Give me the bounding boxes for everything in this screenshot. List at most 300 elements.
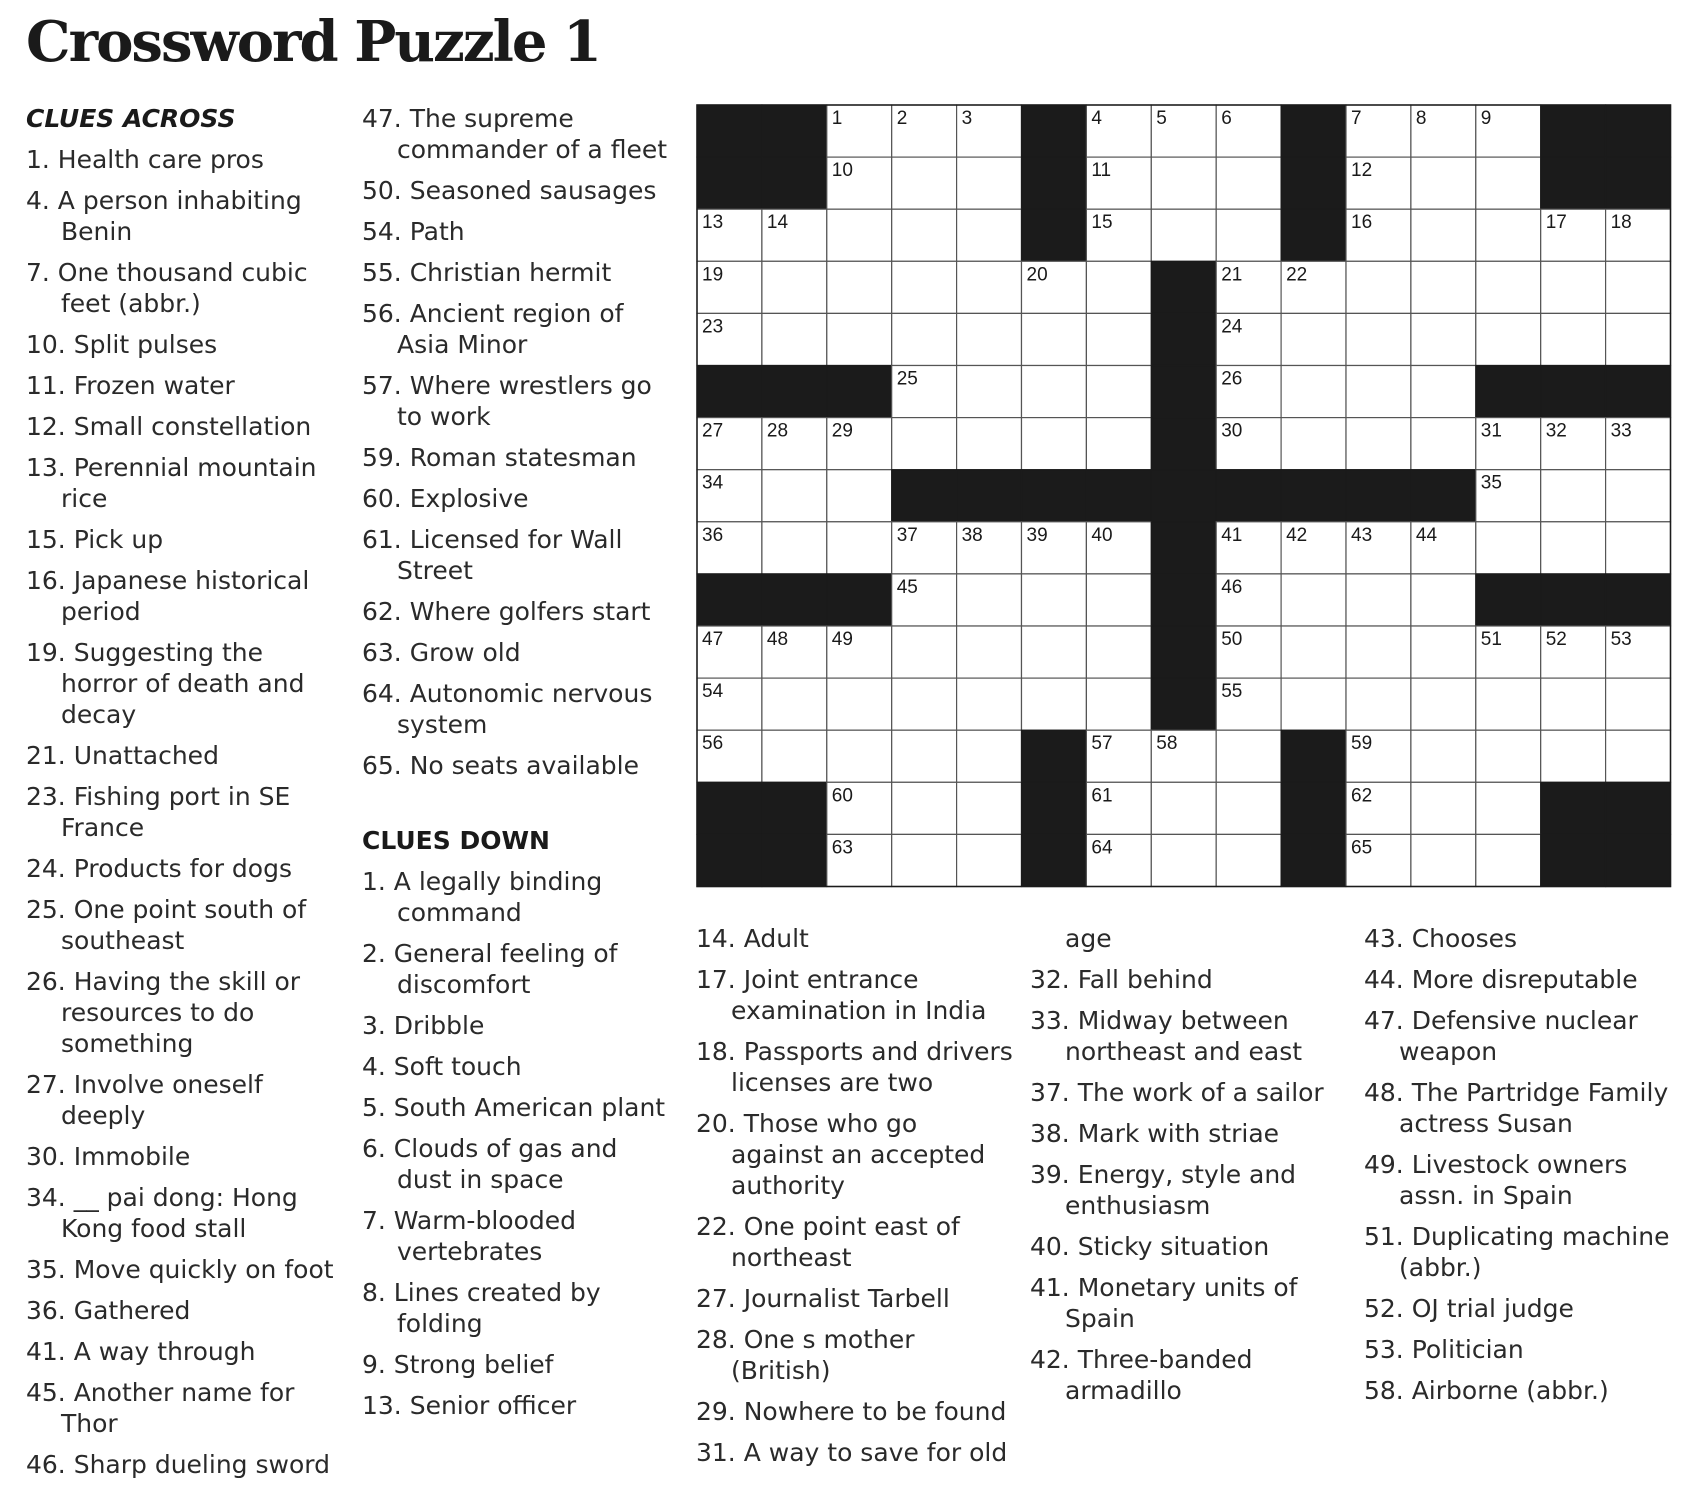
clue-item: 29. Nowhere to be found: [696, 1397, 1007, 1426]
clue-item: 11. Frozen water: [26, 371, 235, 400]
grid-cell[interactable]: [762, 730, 827, 782]
grid-cell[interactable]: [1086, 574, 1151, 626]
clue-item: 54. Path: [362, 217, 465, 246]
clue-item: 28. One s mother (British): [696, 1325, 915, 1385]
grid-block-cell: [1476, 366, 1541, 418]
grid-cell[interactable]: [1022, 313, 1087, 365]
clue-item: 5. South American plant: [362, 1093, 666, 1122]
cell-number: 26: [1221, 368, 1243, 390]
clue-item: 52. OJ trial judge: [1364, 1294, 1574, 1323]
grid-cell[interactable]: [1476, 313, 1541, 365]
grid-cell[interactable]: [1411, 782, 1476, 834]
grid-block-cell: [1151, 418, 1216, 470]
grid-block-cell: [1151, 678, 1216, 730]
cell-number: 42: [1286, 524, 1308, 546]
grid-block-cell: [827, 574, 892, 626]
grid-cell[interactable]: [1541, 313, 1606, 365]
grid-cell[interactable]: [762, 522, 827, 574]
clue-item: 40. Sticky situation: [1030, 1232, 1270, 1261]
cell-number: 34: [702, 472, 724, 494]
cell-number: 65: [1351, 837, 1373, 859]
cell-number: 49: [831, 629, 853, 650]
grid-cell[interactable]: [1411, 209, 1476, 261]
cell-number: 12: [1351, 160, 1373, 182]
grid-cell[interactable]: [892, 678, 957, 730]
grid-cell[interactable]: [1022, 418, 1087, 470]
grid-block-cell: [1476, 574, 1541, 626]
grid-block-cell: [697, 105, 762, 157]
grid-cell[interactable]: [892, 834, 957, 886]
clue-item: 1. Health care pros: [26, 145, 264, 174]
clue-item: 50. Seasoned sausages: [362, 176, 657, 205]
cell-number: 47: [702, 629, 724, 650]
grid-cell[interactable]: [1346, 626, 1411, 678]
grid-cell[interactable]: [1216, 157, 1281, 209]
grid-block-cell: [1281, 782, 1346, 834]
cell-number: 19: [702, 264, 724, 286]
grid-cell[interactable]: [1022, 366, 1087, 418]
clue-item: 13. Perennial mountain rice: [26, 453, 317, 513]
clue-item: 41. Monetary units of Spain: [1030, 1273, 1298, 1333]
grid-cell[interactable]: [1151, 209, 1216, 261]
cell-number: 59: [1351, 733, 1373, 755]
clue-item: 56. Ancient region of Asia Minor: [362, 299, 624, 359]
cell-number: 27: [702, 420, 724, 442]
clue-item: 64. Autonomic nervous system: [362, 679, 653, 739]
cell-number: 8: [1415, 108, 1427, 129]
grid-cell[interactable]: [1281, 418, 1346, 470]
cell-number: 38: [961, 524, 983, 546]
grid-block-cell: [697, 574, 762, 626]
grid-cell[interactable]: [1346, 418, 1411, 470]
grid-cell[interactable]: [1411, 626, 1476, 678]
grid-cell[interactable]: [1411, 418, 1476, 470]
grid-cell[interactable]: [762, 261, 827, 313]
clue-item: 4. A person inhabiting Benin: [26, 186, 302, 246]
cell-number: 40: [1091, 524, 1113, 546]
clues-down-column-5: [1364, 923, 1684, 1416]
clue-item: 51. Duplicating machine (abbr.): [1364, 1222, 1670, 1282]
grid-block-cell: [1606, 782, 1671, 834]
clue-item: 27. Journalist Tarbell: [696, 1284, 950, 1313]
section-gap: [362, 791, 672, 825]
cell-number: 43: [1351, 524, 1373, 546]
grid-cell[interactable]: [892, 209, 957, 261]
clue-item: 61. Licensed for Wall Street: [362, 525, 623, 585]
cell-number: 46: [1221, 576, 1243, 598]
grid-cell[interactable]: [762, 678, 827, 730]
cell-number: 32: [1545, 420, 1567, 442]
grid-block-cell: [1541, 366, 1606, 418]
cell-number: 51: [1480, 629, 1502, 650]
clue-item: 12. Small constellation: [26, 412, 312, 441]
cell-number: 39: [1026, 524, 1048, 546]
grid-cell[interactable]: [827, 313, 892, 365]
grid-cell[interactable]: [892, 261, 957, 313]
grid-block-cell: [1541, 157, 1606, 209]
cell-number: 15: [1091, 212, 1113, 234]
grid-block-cell: [1606, 574, 1671, 626]
clue-item: 3. Dribble: [362, 1011, 485, 1040]
cell-number: 7: [1351, 108, 1362, 129]
grid-block-cell: [697, 782, 762, 834]
clue-item: 20. Those who go against an accepted authority: [696, 1109, 986, 1200]
crossword-grid-canvas[interactable]: [696, 104, 1673, 889]
grid-cell[interactable]: [1606, 678, 1671, 730]
grid-cell[interactable]: [1346, 366, 1411, 418]
grid-cell[interactable]: [1281, 626, 1346, 678]
cell-number: 28: [766, 420, 789, 442]
grid-block-cell: [1606, 834, 1671, 886]
grid-block-cell: [1151, 626, 1216, 678]
grid-block-cell: [1541, 574, 1606, 626]
grid-cell[interactable]: [892, 730, 957, 782]
grid-block-cell: [1151, 366, 1216, 418]
grid-cell[interactable]: [1411, 313, 1476, 365]
grid-block-cell: [1606, 157, 1671, 209]
grid-cell[interactable]: [1216, 730, 1281, 782]
cell-number: 9: [1480, 108, 1492, 129]
grid-block-cell: [762, 366, 827, 418]
grid-cell[interactable]: [957, 626, 1022, 678]
grid-block-cell: [1151, 522, 1216, 574]
clue-item: 59. Roman statesman: [362, 443, 637, 472]
grid-cell[interactable]: [1022, 626, 1087, 678]
clue-item: 62. Where golfers start: [362, 597, 651, 626]
grid-block-cell: [1281, 209, 1346, 261]
grid-cell[interactable]: [957, 418, 1022, 470]
grid-cell[interactable]: [1541, 730, 1606, 782]
grid-cell[interactable]: [762, 313, 827, 365]
cell-number: 13: [702, 212, 724, 234]
clue-item: 38. Mark with striae: [1030, 1119, 1280, 1148]
cell-number: 44: [1415, 524, 1438, 546]
grid-cell[interactable]: [762, 470, 827, 522]
grid-block-cell: [1606, 105, 1671, 157]
grid-block-cell: [1151, 574, 1216, 626]
clue-item: 15. Pick up: [26, 525, 164, 554]
clues-down-heading: CLUES DOWN: [362, 826, 550, 855]
grid-block-cell: [697, 157, 762, 209]
grid-cell[interactable]: [1606, 522, 1671, 574]
grid-cell[interactable]: [1281, 313, 1346, 365]
grid-cell[interactable]: [1346, 678, 1411, 730]
grid-block-cell: [1086, 470, 1151, 522]
grid-block-cell: [1022, 105, 1087, 157]
grid-block-cell: [1281, 105, 1346, 157]
clue-item: 37. The work of a sailor: [1030, 1078, 1324, 1107]
cell-number: 36: [702, 524, 724, 546]
cell-number: 30: [1221, 420, 1243, 442]
grid-cell[interactable]: [1151, 834, 1216, 886]
grid-cell[interactable]: [1216, 209, 1281, 261]
cell-number: 17: [1545, 212, 1567, 234]
grid-block-cell: [957, 470, 1022, 522]
grid-block-cell: [762, 157, 827, 209]
grid-cell[interactable]: [957, 209, 1022, 261]
clue-item: 43. Chooses: [1364, 924, 1518, 953]
grid-block-cell: [1022, 730, 1087, 782]
grid-cell[interactable]: [1086, 626, 1151, 678]
grid-cell[interactable]: [1541, 522, 1606, 574]
clue-item: 47. The supreme commander of a fleet: [362, 104, 668, 164]
clue-item: 13. Senior officer: [362, 1391, 577, 1420]
grid-cell[interactable]: [827, 730, 892, 782]
grid-cell[interactable]: [1281, 366, 1346, 418]
grid-block-cell: [762, 574, 827, 626]
grid-cell[interactable]: [957, 313, 1022, 365]
clue-item: 36. Gathered: [26, 1296, 191, 1325]
grid-cell[interactable]: [1346, 313, 1411, 365]
grid-cell[interactable]: [1411, 366, 1476, 418]
grid-block-cell: [1281, 834, 1346, 886]
grid-cell[interactable]: [957, 157, 1022, 209]
clues-across-column: [26, 103, 346, 1490]
page-title: Crossword Puzzle 1: [26, 9, 600, 75]
clue-item: 63. Grow old: [362, 638, 521, 667]
grid-cell[interactable]: [957, 782, 1022, 834]
grid-cell[interactable]: [892, 157, 957, 209]
grid-cell[interactable]: [1086, 313, 1151, 365]
grid-block-cell: [762, 782, 827, 834]
clue-item: 9. Strong belief: [362, 1350, 554, 1379]
grid-block-cell: [762, 105, 827, 157]
cell-number: 11: [1091, 160, 1112, 182]
cell-number: 18: [1610, 212, 1632, 234]
grid-cell[interactable]: [892, 313, 957, 365]
grid-cell[interactable]: [1216, 782, 1281, 834]
clues-down-column-3: [696, 923, 1016, 1478]
cell-number: 5: [1156, 108, 1167, 129]
clue-item: 25. One point south of southeast: [26, 895, 307, 955]
clue-item: 32. Fall behind: [1030, 965, 1213, 994]
clue-item: 22. One point east of northeast: [696, 1212, 960, 1272]
grid-cell[interactable]: [1281, 678, 1346, 730]
grid-cell[interactable]: [1216, 834, 1281, 886]
cell-number: 61: [1091, 785, 1113, 807]
grid-cell[interactable]: [957, 366, 1022, 418]
grid-block-cell: [1541, 105, 1606, 157]
grid-cell[interactable]: [1151, 782, 1216, 834]
grid-cell[interactable]: [827, 678, 892, 730]
clue-item: 45. Another name for Thor: [26, 1378, 295, 1438]
cell-number: 23: [702, 316, 724, 338]
cell-number: 62: [1351, 785, 1373, 807]
cell-number: 16: [1351, 212, 1373, 234]
clue-item: 23. Fishing port in SE France: [26, 782, 291, 842]
grid-cell[interactable]: [957, 261, 1022, 313]
grid-cell[interactable]: [1541, 678, 1606, 730]
clue-item: 1. A legally binding command: [362, 867, 603, 927]
cell-number: 60: [831, 785, 853, 807]
grid-cell[interactable]: [1346, 261, 1411, 313]
grid-cell[interactable]: [1606, 470, 1671, 522]
clues-across-list-continued: [362, 103, 672, 781]
grid-cell[interactable]: [957, 574, 1022, 626]
grid-block-cell: [697, 834, 762, 886]
grid-cell[interactable]: [1411, 834, 1476, 886]
clues-across-heading: CLUES ACROSS: [26, 104, 236, 133]
clues-across-list: [26, 144, 346, 1480]
grid-block-cell: [1411, 470, 1476, 522]
clue-item: 58. Airborne (abbr.): [1364, 1376, 1609, 1405]
grid-block-cell: [697, 366, 762, 418]
clues-down-list-continued: [1364, 923, 1684, 1406]
clue-item: 34. __ pai dong: Hong Kong food stall: [26, 1183, 298, 1243]
grid-cell[interactable]: [827, 470, 892, 522]
clue-item: 31. A way to save for old: [696, 1438, 1008, 1467]
grid-cell[interactable]: [1151, 157, 1216, 209]
clue-item: 14. Adult: [696, 924, 809, 953]
clue-item: 10. Split pulses: [26, 330, 218, 359]
clues-down-list: [362, 866, 672, 1421]
grid-cell[interactable]: [827, 209, 892, 261]
cell-number: 52: [1545, 629, 1567, 650]
grid-cell[interactable]: [1411, 730, 1476, 782]
crossword-grid[interactable]: [696, 104, 1673, 889]
cell-number: 4: [1091, 108, 1102, 129]
cell-number: 14: [766, 212, 789, 234]
grid-cell[interactable]: [1476, 730, 1541, 782]
grid-cell[interactable]: [1476, 261, 1541, 313]
cell-number: 57: [1091, 733, 1113, 755]
cell-number: 10: [831, 160, 853, 182]
clue-item: 47. Defensive nuclear weapon: [1364, 1006, 1638, 1066]
grid-cell[interactable]: [1411, 157, 1476, 209]
grid-block-cell: [892, 470, 957, 522]
grid-block-cell: [1541, 834, 1606, 886]
grid-block-cell: [1281, 730, 1346, 782]
grid-cell[interactable]: [1346, 574, 1411, 626]
grid-cell[interactable]: [957, 730, 1022, 782]
grid-block-cell: [1151, 313, 1216, 365]
clue-item: 46. Sharp dueling sword: [26, 1450, 330, 1479]
clue-item: 7. Warm-blooded vertebrates: [362, 1206, 576, 1266]
grid-cell[interactable]: [1086, 678, 1151, 730]
cell-number: 6: [1221, 108, 1232, 129]
cell-number: 54: [702, 681, 724, 703]
clue-item: 26. Having the skill or resources to do something: [26, 967, 301, 1058]
grid-cell[interactable]: [1606, 261, 1671, 313]
cell-number: 37: [896, 524, 918, 546]
clue-item: 27. Involve oneself deeply: [26, 1070, 263, 1130]
clues-column-2: [362, 103, 672, 1431]
grid-cell[interactable]: [1411, 574, 1476, 626]
grid-cell[interactable]: [1476, 834, 1541, 886]
cell-number: 58: [1156, 733, 1178, 755]
cell-number: 41: [1221, 524, 1243, 546]
grid-block-cell: [1022, 157, 1087, 209]
grid-cell[interactable]: [1476, 782, 1541, 834]
cell-number: 53: [1610, 629, 1632, 650]
grid-cell[interactable]: [1411, 678, 1476, 730]
clues-down-list-continued: [1030, 964, 1350, 1406]
cell-number: 3: [961, 108, 973, 129]
grid-cell[interactable]: [1086, 418, 1151, 470]
grid-block-cell: [1022, 782, 1087, 834]
clue-item: 44. More disreputable: [1364, 965, 1638, 994]
cell-number: 1: [831, 108, 843, 129]
cell-number: 29: [831, 420, 853, 442]
clue-item: 24. Products for dogs: [26, 854, 292, 883]
clue-item: 2. General feeling of discomfort: [362, 939, 618, 999]
grid-cell[interactable]: [1281, 574, 1346, 626]
cell-number: 24: [1221, 316, 1243, 338]
clue-item: 7. One thousand cubic feet (abbr.): [26, 258, 308, 318]
grid-cell[interactable]: [1476, 678, 1541, 730]
clue-item: 19. Suggesting the horror of death and decay: [26, 638, 305, 729]
clues-down-column-4: [1030, 923, 1350, 1416]
clue-item: 33. Midway between northeast and east: [1030, 1006, 1303, 1066]
clue-item: 16. Japanese historical period: [26, 566, 310, 626]
cell-number: 22: [1286, 264, 1308, 286]
grid-block-cell: [1151, 261, 1216, 313]
grid-cell[interactable]: [1541, 470, 1606, 522]
clue-continuation: age: [1065, 924, 1112, 953]
clue-item: 57. Where wrestlers go to work: [362, 371, 652, 431]
clue-item: 21. Unattached: [26, 741, 219, 770]
grid-cell[interactable]: [1411, 261, 1476, 313]
grid-block-cell: [1022, 470, 1087, 522]
clue-item: 18. Passports and drivers licenses are two: [696, 1037, 1013, 1097]
clue-item: 35. Move quickly on foot: [26, 1255, 334, 1284]
cell-number: 35: [1480, 472, 1502, 494]
grid-cell[interactable]: [827, 261, 892, 313]
cell-number: 48: [766, 629, 789, 650]
cell-number: 21: [1221, 264, 1243, 286]
clue-item: 42. Three-banded armadillo: [1030, 1345, 1253, 1405]
grid-block-cell: [1022, 834, 1087, 886]
cell-number: 64: [1091, 837, 1113, 859]
cell-number: 20: [1026, 264, 1048, 286]
grid-cell[interactable]: [827, 522, 892, 574]
clue-item: 6. Clouds of gas and dust in space: [362, 1134, 618, 1194]
grid-cell[interactable]: [1086, 261, 1151, 313]
clue-item: 48. The Partridge Family actress Susan: [1364, 1078, 1669, 1138]
grid-block-cell: [1606, 366, 1671, 418]
clue-item: 53. Politician: [1364, 1335, 1524, 1364]
grid-cell[interactable]: [1022, 574, 1087, 626]
grid-block-cell: [1216, 470, 1281, 522]
clue-item: 8. Lines created by folding: [362, 1278, 601, 1338]
grid-block-cell: [1281, 470, 1346, 522]
grid-block-cell: [827, 366, 892, 418]
grid-cell[interactable]: [1022, 678, 1087, 730]
clues-down-list-continued: [696, 923, 1016, 1468]
grid-cell[interactable]: [1541, 261, 1606, 313]
grid-cell[interactable]: [1606, 313, 1671, 365]
grid-cell[interactable]: [1606, 730, 1671, 782]
grid-cell[interactable]: [1476, 209, 1541, 261]
clue-item: 17. Joint entrance examination in India: [696, 965, 987, 1025]
cell-number: 50: [1221, 629, 1243, 650]
grid-block-cell: [1151, 470, 1216, 522]
clue-item: 41. A way through: [26, 1337, 256, 1366]
cell-number: 45: [896, 576, 918, 598]
clue-item: 60. Explosive: [362, 484, 529, 513]
grid-cell[interactable]: [1476, 522, 1541, 574]
grid-cell[interactable]: [1086, 366, 1151, 418]
grid-cell[interactable]: [892, 782, 957, 834]
grid-cell[interactable]: [892, 626, 957, 678]
grid-cell[interactable]: [957, 834, 1022, 886]
grid-cell[interactable]: [957, 678, 1022, 730]
grid-cell[interactable]: [892, 418, 957, 470]
grid-cell[interactable]: [1476, 157, 1541, 209]
clue-item: 49. Livestock owners assn. in Spain: [1364, 1150, 1628, 1210]
clue-item: 39. Energy, style and enthusiasm: [1030, 1160, 1297, 1220]
cell-number: 55: [1221, 681, 1243, 703]
